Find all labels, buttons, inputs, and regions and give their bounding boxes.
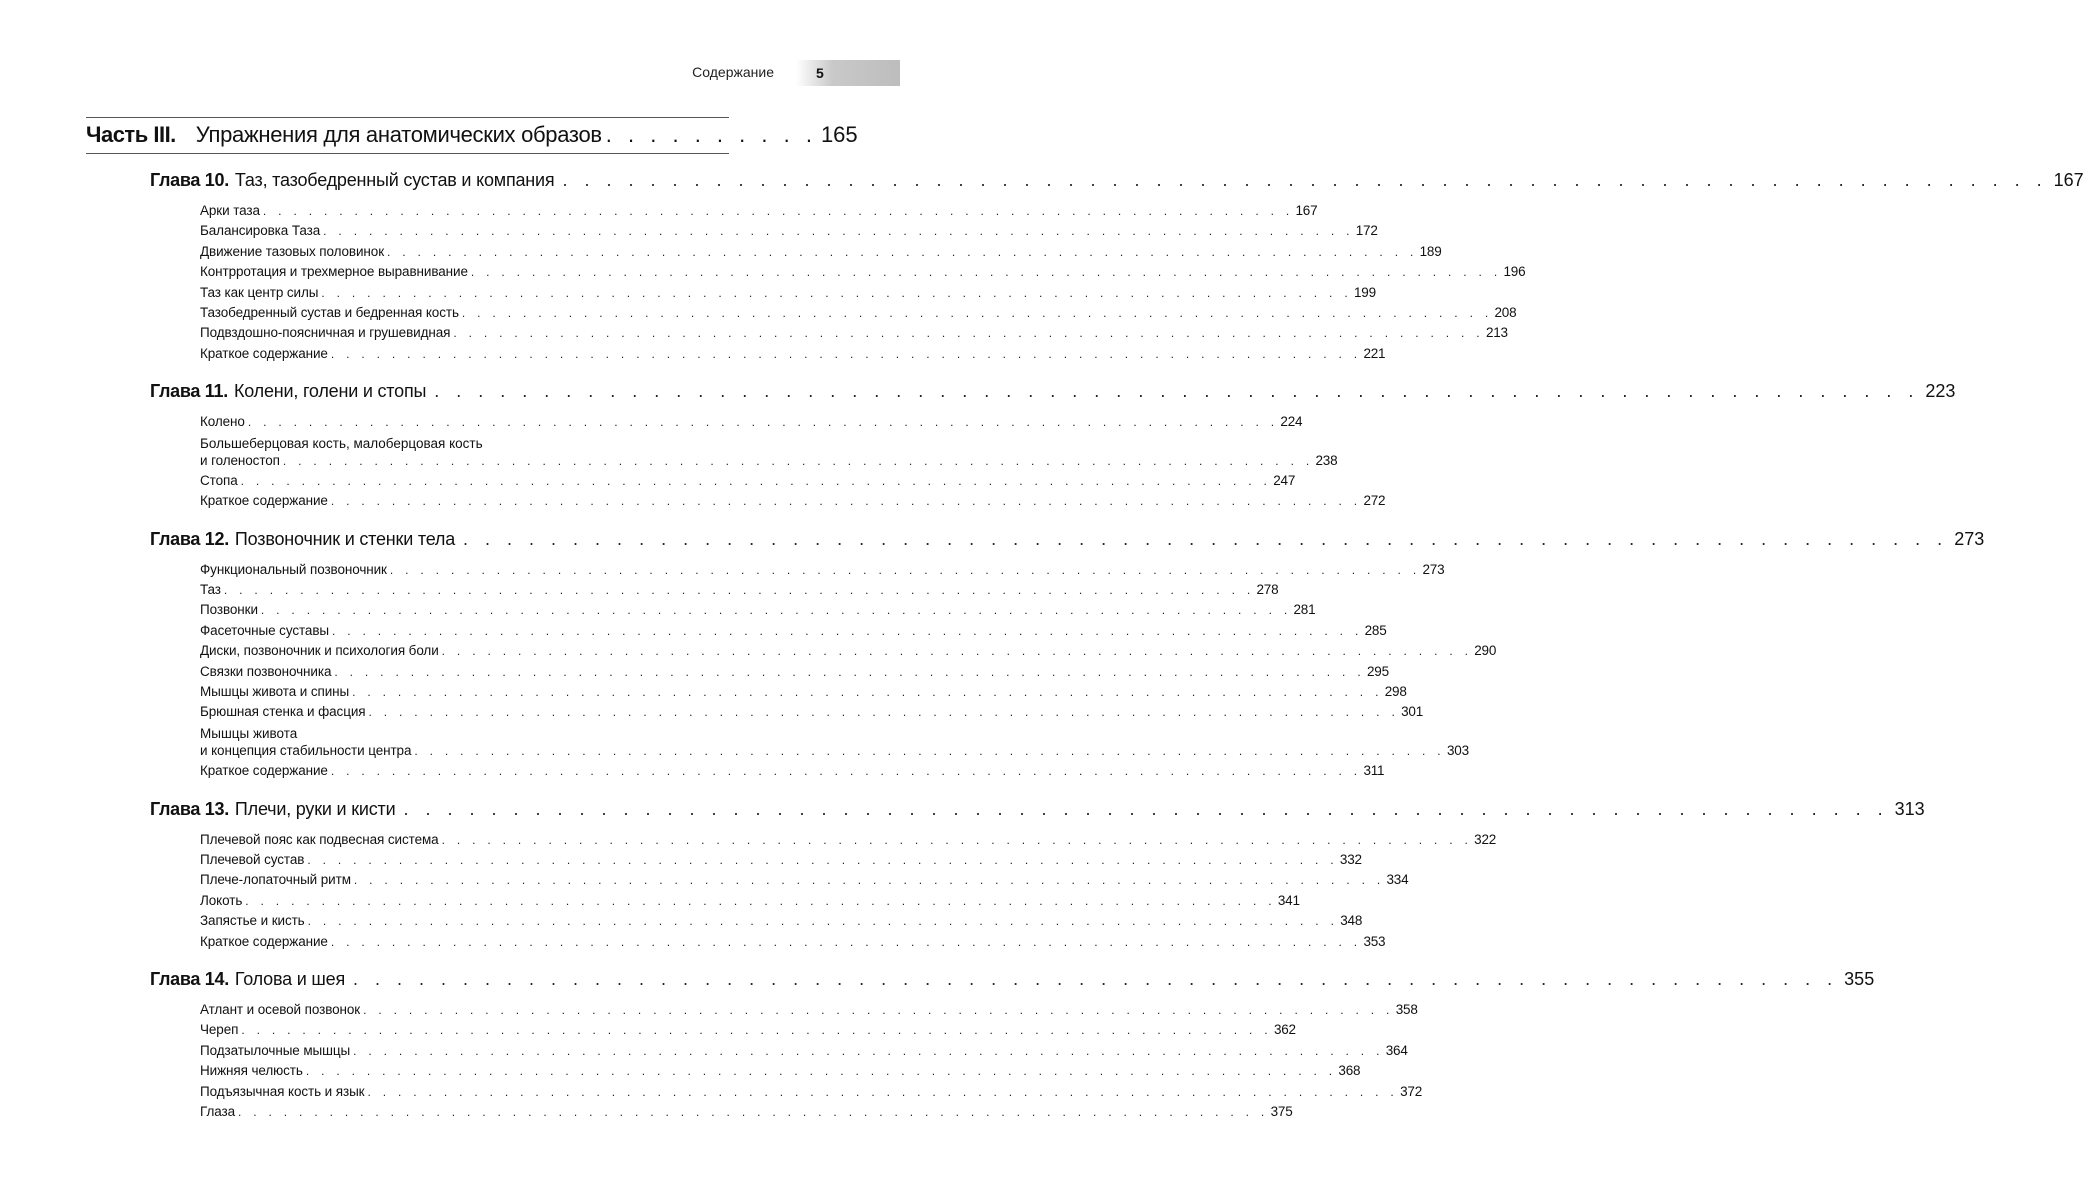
- leader-dots: . . . . . . . . . . . . . . . . . . . . . . . . . . . . . . . . . . . . . . . . . . . . . . . . . . . . . . . . . . . . . . . . . . . .: [334, 664, 1365, 679]
- entry-page: 375: [1270, 1103, 1293, 1119]
- toc-entry[interactable]: [200, 602, 1316, 622]
- toc-entry[interactable]: [200, 763, 1385, 783]
- entry-title: Плечевой сустав: [200, 851, 305, 867]
- entry-page: 362: [1273, 1022, 1296, 1038]
- leader-dots: . . . . . . . . . . . . . . . . . . . . . . . . . . . . . . . . . . . . . . . . . . . . . . . . . . . . . . . . . . . . . . . . . . . .: [323, 224, 1354, 239]
- leader-dots: . . . . . . . . . . . . . . . . . . . . . . . . . . . . . . . . . . . . . . . . . . . . . . . . . . . . . . . . . . . . . . . . . . . .: [237, 1104, 1269, 1119]
- leader-dots: . . . . . . . . . . . . . . . . . . . . . . . . . . . . . . . . . . . . . . . . . . . . . . . . . . . . . . . . . . . . . . . . . . . .: [367, 1084, 1399, 1099]
- entry-page: 272: [1363, 493, 1386, 509]
- chapter-block: [150, 968, 1875, 1124]
- entry-title: Функциональный позвоночник: [200, 561, 387, 577]
- leader-dots: . . . . . . . . . . . . . . . . . . . . . . . . . . . . . . . . . . . . . . . . . . . . . . . . . . . . . . . . . . . . . . . . . . . .: [240, 473, 1272, 488]
- entry-page: 278: [1256, 582, 1279, 598]
- chapter-label: Глава 12.: [150, 528, 229, 549]
- entry-page: 167: [1295, 203, 1318, 218]
- entry-title: Фасеточные суставы: [200, 622, 329, 638]
- leader-dots: . . . . . . . . . . . . . . . . . . . . . . . . . . . . . . . . . . . . . . . . . . . . . . . . . . . . . . . . . . . . . . . . . . . .: [403, 798, 1889, 819]
- entry-title: Движение тазовых половинок: [200, 243, 385, 259]
- page-number: 5: [816, 65, 824, 81]
- chapter-label: Глава 10.: [150, 170, 229, 190]
- entry-page: 224: [1280, 414, 1303, 430]
- entry-page: 368: [1338, 1063, 1361, 1079]
- leader-dots: . . . . . . . . . .: [605, 122, 817, 147]
- leader-dots: . . . . . . . . . . . . . . . . . . . . . . . . . . . . . . . . . . . . . . . . . . . . . . . . . . . . . . . . . . . . . . . . . . . .: [461, 305, 1493, 320]
- toc-entry[interactable]: [200, 742, 1469, 763]
- leader-dots: . . . . . . . . . . . . . . . . . . . . . . . . . . . . . . . . . . . . . . . . . . . . . . . . . . . . . . . . . . . . . . . . . . . .: [434, 381, 1920, 402]
- entry-title: Балансировка Таза: [200, 223, 321, 239]
- toc-entry[interactable]: [200, 452, 1338, 473]
- entry-page: 213: [1485, 325, 1508, 341]
- entry-title: Стопа: [200, 472, 238, 488]
- entry-page: 301: [1401, 704, 1424, 720]
- toc-entry[interactable]: [200, 704, 1424, 724]
- entry-page: 358: [1395, 1001, 1418, 1017]
- toc-entry[interactable]: [200, 1042, 1408, 1063]
- toc-entry[interactable]: [200, 325, 1508, 345]
- leader-dots: . . . . . . . . . . . . . . . . . . . . . . . . . . . . . . . . . . . . . . . . . . . . . . . . . . . . . . . . . . . . . . . . . . . .: [562, 170, 2048, 190]
- entry-title: и голеностоп: [200, 452, 280, 468]
- entry-page: 298: [1384, 684, 1407, 700]
- toc-entry[interactable]: [200, 643, 1497, 663]
- entry-title: Тазобедренный сустав и бедренная кость: [200, 304, 459, 320]
- entry-page: 364: [1385, 1042, 1408, 1058]
- chapter-page: 273: [1954, 528, 1985, 549]
- part-label: Часть III.: [86, 122, 176, 147]
- toc-entry[interactable]: [200, 851, 1362, 872]
- leader-dots: . . . . . . . . . . . . . . . . . . . . . . . . . . . . . . . . . . . . . . . . . . . . . . . . . . . . . . . . . . . . . . . . . . . .: [260, 603, 1292, 618]
- leader-dots: . . . . . . . . . . . . . . . . . . . . . . . . . . . . . . . . . . . . . . . . . . . . . . . . . . . . . . . . . . . . . . . . . . . .: [245, 893, 1276, 908]
- chapter-page: 223: [1925, 381, 1956, 402]
- toc-entry[interactable]: [200, 1001, 1418, 1022]
- leader-dots: . . . . . . . . . . . . . . . . . . . . . . . . . . . . . . . . . . . . . . . . . . . . . . . . . . . . . . . . . . . . . . . . . . . .: [389, 562, 1421, 577]
- chapter-block: [150, 798, 1925, 954]
- chapter-label: Глава 13.: [150, 798, 229, 819]
- chapter-label: Глава 11.: [150, 381, 228, 402]
- entry-page: 372: [1400, 1083, 1423, 1099]
- entry-list: [200, 1001, 1423, 1124]
- entry-title-line1[interactable]: Мышцы живота: [200, 725, 298, 741]
- toc-entry[interactable]: [200, 345, 1386, 366]
- leader-dots: . . . . . . . . . . . . . . . . . . . . . . . . . . . . . . . . . . . . . . . . . . . . . . . . . . . . . . . . . . . . . . . . . . . .: [470, 265, 1502, 280]
- leader-dots: . . . . . . . . . . . . . . . . . . . . . . . . . . . . . . . . . . . . . . . . . . . . . . . . . . . . . . . . . . . . . . . . . . . .: [330, 494, 1362, 509]
- chapter-title: Таз, тазобедренный сустав и компания: [234, 170, 555, 190]
- leader-dots: . . . . . . . . . . . . . . . . . . . . . . . . . . . . . . . . . . . . . . . . . . . . . . . . . . . . . . . . . . . . . . . . . . . .: [305, 1064, 1337, 1079]
- toc-entry[interactable]: [200, 933, 1386, 954]
- toc-entry[interactable]: [200, 892, 1300, 913]
- leader-dots: . . . . . . . . . . . . . . . . . . . . . . . . . . . . . . . . . . . . . . . . . . . . . . . . . . . . . . . . . . . . . . . . . . . .: [441, 644, 1473, 659]
- leader-dots: . . . . . . . . . . . . . . . . . . . . . . . . . . . . . . . . . . . . . . . . . . . . . . . . . . . . . . . . . . . . . . . . . . . .: [387, 244, 1418, 259]
- entry-page: 311: [1363, 763, 1385, 779]
- entry-title: Подвздошно-поясничная и грушевидная: [200, 325, 451, 341]
- chapter-heading[interactable]: [150, 170, 2084, 198]
- leader-dots: . . . . . . . . . . . . . . . . . . . . . . . . . . . . . . . . . . . . . . . . . . . . . . . . . . . . . . . . . . . . . . . . . . . .: [330, 934, 1362, 949]
- entry-title: Атлант и осевой позвонок: [200, 1001, 361, 1017]
- entry-page: 303: [1446, 742, 1469, 758]
- leader-dots: . . . . . . . . . . . . . . . . . . . . . . . . . . . . . . . . . . . . . . . . . . . . . . . . . . . . . . . . . . . . . . . . . . . .: [282, 453, 1314, 468]
- toc-entry[interactable]: [200, 913, 1363, 933]
- entry-page: 189: [1419, 243, 1442, 259]
- entry-page: 353: [1363, 933, 1386, 949]
- entry-title: Связки позвоночника: [200, 663, 332, 679]
- toc-entry[interactable]: [200, 203, 1318, 223]
- toc-entry[interactable]: [200, 622, 1387, 643]
- leader-dots: . . . . . . . . . . . . . . . . . . . . . . . . . . . . . . . . . . . . . . . . . . . . . . . . . . . . . . . . . . . . . . . . . . . .: [363, 1002, 1394, 1017]
- table-of-contents: [150, 170, 2084, 1139]
- entry-title: Краткое содержание: [200, 933, 328, 949]
- leader-dots: . . . . . . . . . . . . . . . . . . . . . . . . . . . . . . . . . . . . . . . . . . . . . . . . . . . . . . . . . . . . . . . . . . . .: [262, 204, 1294, 218]
- entry-page: 348: [1340, 913, 1363, 929]
- toc-entry[interactable]: [200, 414, 1303, 434]
- toc-entry[interactable]: [200, 223, 1378, 243]
- part-heading[interactable]: [86, 122, 858, 152]
- entry-title: Колено: [200, 414, 245, 430]
- toc-entry[interactable]: [200, 684, 1407, 704]
- chapter-heading[interactable]: [150, 798, 1925, 827]
- entry-title: Брюшная стенка и фасция: [200, 704, 366, 720]
- chapter-title: Плечи, руки и кисти: [234, 798, 396, 819]
- part-rule-top: [86, 117, 729, 118]
- chapter-heading[interactable]: [150, 528, 1985, 557]
- entry-title: Подзатылочные мышцы: [200, 1042, 351, 1058]
- leader-dots: . . . . . . . . . . . . . . . . . . . . . . . . . . . . . . . . . . . . . . . . . . . . . . . . . . . . . . . . . . . . . . . . . . . .: [353, 1043, 1384, 1058]
- chapter-heading[interactable]: [150, 968, 1875, 997]
- entry-page: 172: [1355, 223, 1378, 239]
- toc-entry[interactable]: [200, 1103, 1293, 1124]
- chapter-page: 167: [2053, 170, 2084, 190]
- leader-dots: . . . . . . . . . . . . . . . . . . . . . . . . . . . . . . . . . . . . . . . . . . . . . . . . . . . . . . . . . . . . . . . . . . . .: [223, 583, 1255, 598]
- entry-title: Таз как центр силы: [200, 284, 319, 300]
- leader-dots: . . . . . . . . . . . . . . . . . . . . . . . . . . . . . . . . . . . . . . . . . . . . . . . . . . . . . . . . . . . . . . . . . . . .: [330, 346, 1362, 361]
- entry-page: 247: [1273, 472, 1296, 488]
- leader-dots: . . . . . . . . . . . . . . . . . . . . . . . . . . . . . . . . . . . . . . . . . . . . . . . . . . . . . . . . . . . . . . . . . . . .: [352, 685, 1383, 700]
- entry-title: Арки таза: [200, 203, 260, 218]
- entry-page: 322: [1474, 831, 1497, 847]
- entry-title: Контрротация и трехмерное выравнивание: [200, 264, 468, 280]
- toc-entry[interactable]: [200, 264, 1526, 284]
- leader-dots: . . . . . . . . . . . . . . . . . . . . . . . . . . . . . . . . . . . . . . . . . . . . . . . . . . . . . . . . . . . . . . . . . . . .: [307, 852, 1338, 867]
- chapter-block: [150, 170, 2084, 366]
- page-number-tab: [796, 60, 900, 86]
- leader-dots: . . . . . . . . . . . . . . . . . . . . . . . . . . . . . . . . . . . . . . . . . . . . . . . . . . . . . . . . . . . . . . . . . . . .: [330, 764, 1362, 779]
- toc-entry[interactable]: [200, 493, 1386, 513]
- toc-entry[interactable]: [200, 304, 1517, 325]
- header-title: Содержание: [692, 64, 774, 80]
- toc-entry[interactable]: [200, 561, 1445, 582]
- entry-page: 273: [1422, 561, 1445, 577]
- entry-page: 334: [1386, 872, 1409, 888]
- running-header: [0, 60, 900, 86]
- part-page: 165: [820, 122, 858, 147]
- entry-title: Глаза: [200, 1103, 235, 1119]
- entry-page: 238: [1315, 452, 1338, 468]
- entry-title: Позвонки: [200, 602, 258, 618]
- entry-page: 281: [1293, 602, 1316, 618]
- chapter-page: 313: [1894, 798, 1925, 819]
- toc-entry[interactable]: [200, 243, 1442, 264]
- toc-entry[interactable]: [200, 284, 1376, 305]
- chapter-title: Колени, голени и стопы: [233, 381, 427, 402]
- leader-dots: . . . . . . . . . . . . . . . . . . . . . . . . . . . . . . . . . . . . . . . . . . . . . . . . . . . . . . . . . . . . . . . . . . . .: [453, 326, 1484, 341]
- leader-dots: . . . . . . . . . . . . . . . . . . . . . . . . . . . . . . . . . . . . . . . . . . . . . . . . . . . . . . . . . . . . . . . . . . . .: [463, 528, 1949, 549]
- chapter-block: [150, 528, 1985, 784]
- chapter-title: Голова и шея: [234, 968, 346, 989]
- entry-page: 285: [1364, 622, 1387, 638]
- chapter-title: Позвоночник и стенки тела: [234, 528, 456, 549]
- entry-title: и концепция стабильности центра: [200, 742, 412, 758]
- entry-page: 196: [1503, 264, 1526, 280]
- leader-dots: . . . . . . . . . . . . . . . . . . . . . . . . . . . . . . . . . . . . . . . . . . . . . . . . . . . . . . . . . . . . . . . . . . . .: [353, 873, 1385, 888]
- toc-entry[interactable]: [200, 582, 1279, 602]
- entry-title: Нижняя челюсть: [200, 1063, 303, 1079]
- leader-dots: . . . . . . . . . . . . . . . . . . . . . . . . . . . . . . . . . . . . . . . . . . . . . . . . . . . . . . . . . . . . . . . . . . . .: [353, 968, 1839, 989]
- entry-title: Череп: [200, 1022, 239, 1038]
- leader-dots: . . . . . . . . . . . . . . . . . . . . . . . . . . . . . . . . . . . . . . . . . . . . . . . . . . . . . . . . . . . . . . . . . . . .: [368, 705, 1400, 720]
- entry-page: 341: [1277, 892, 1300, 908]
- chapter-page: 355: [1844, 968, 1875, 989]
- leader-dots: . . . . . . . . . . . . . . . . . . . . . . . . . . . . . . . . . . . . . . . . . . . . . . . . . . . . . . . . . . . . . . . . . . . .: [307, 914, 1339, 929]
- part-title: Упражнения для анатомических образов: [195, 122, 602, 147]
- entry-title: Мышцы живота и спины: [200, 684, 350, 700]
- entry-page: 221: [1363, 345, 1386, 361]
- entry-title: Запястье и кисть: [200, 913, 305, 929]
- leader-dots: . . . . . . . . . . . . . . . . . . . . . . . . . . . . . . . . . . . . . . . . . . . . . . . . . . . . . . . . . . . . . . . . . . . .: [241, 1023, 1272, 1038]
- toc-entry[interactable]: [200, 472, 1296, 493]
- entry-page: 290: [1474, 643, 1497, 659]
- part-rule-bottom: [86, 153, 729, 154]
- entry-list: [200, 203, 1526, 366]
- entry-title: Краткое содержание: [200, 763, 328, 779]
- toc-entry[interactable]: [200, 1063, 1361, 1083]
- toc-entry[interactable]: [200, 663, 1389, 684]
- entry-title: Плече-лопаточный ритм: [200, 872, 351, 888]
- entry-title: Таз: [200, 582, 221, 598]
- entry-title-line1[interactable]: Большеберцовая кость, малоберцовая кость: [200, 435, 483, 451]
- entry-page: 295: [1366, 663, 1389, 679]
- entry-page: 332: [1339, 851, 1362, 867]
- chapter-label: Глава 14.: [150, 968, 229, 989]
- entry-title: Локоть: [200, 892, 243, 908]
- toc-entry[interactable]: [200, 1083, 1423, 1104]
- leader-dots: . . . . . . . . . . . . . . . . . . . . . . . . . . . . . . . . . . . . . . . . . . . . . . . . . . . . . . . . . . . . . . . . . . . .: [321, 285, 1352, 300]
- entry-title: Краткое содержание: [200, 345, 328, 361]
- leader-dots: . . . . . . . . . . . . . . . . . . . . . . . . . . . . . . . . . . . . . . . . . . . . . . . . . . . . . . . . . . . . . . . . . . . .: [332, 623, 1363, 638]
- entry-list: [200, 414, 1386, 514]
- leader-dots: . . . . . . . . . . . . . . . . . . . . . . . . . . . . . . . . . . . . . . . . . . . . . . . . . . . . . . . . . . . . . . . . . . . .: [414, 743, 1445, 758]
- entry-page: 199: [1353, 284, 1376, 300]
- entry-title: Диски, позвоночник и психология боли: [200, 643, 439, 659]
- chapter-block: [150, 381, 1956, 514]
- entry-title: Краткое содержание: [200, 493, 328, 509]
- entry-title: Плечевой пояс как подвесная система: [200, 831, 439, 847]
- toc-entry[interactable]: [200, 831, 1497, 852]
- leader-dots: . . . . . . . . . . . . . . . . . . . . . . . . . . . . . . . . . . . . . . . . . . . . . . . . . . . . . . . . . . . . . . . . . . . .: [441, 832, 1473, 847]
- entry-page: 208: [1494, 304, 1517, 320]
- leader-dots: . . . . . . . . . . . . . . . . . . . . . . . . . . . . . . . . . . . . . . . . . . . . . . . . . . . . . . . . . . . . . . . . . . . .: [247, 415, 1279, 430]
- chapter-heading[interactable]: [150, 381, 1956, 409]
- entry-list: [200, 831, 1497, 954]
- toc-entry[interactable]: [200, 1022, 1296, 1042]
- entry-title: Подъязычная кость и язык: [200, 1083, 365, 1099]
- toc-entry[interactable]: [200, 872, 1409, 892]
- entry-list: [200, 561, 1497, 784]
